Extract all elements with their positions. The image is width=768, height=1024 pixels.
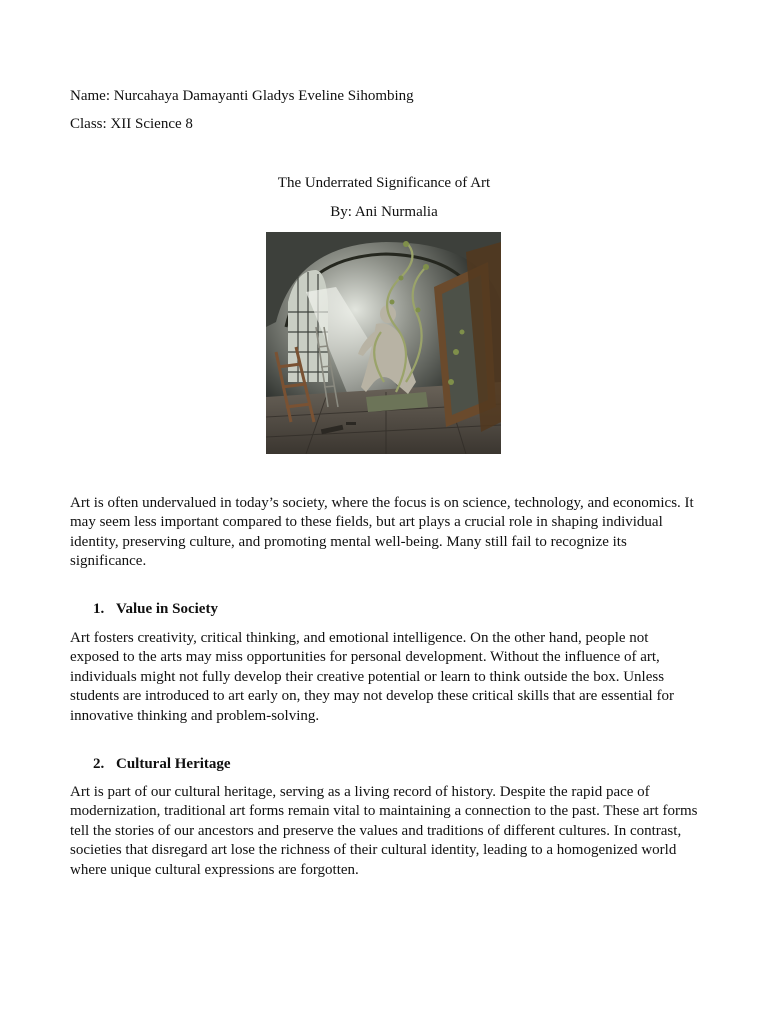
section-title: Value in Society	[116, 601, 218, 617]
article-byline: By: Ani Nurmalia	[330, 204, 438, 220]
section-number: 1.	[93, 601, 105, 617]
student-class: Class: XII Science 8	[70, 116, 193, 132]
section-heading-2	[93, 755, 231, 774]
section-body-1: Art fosters creativity, critical thinking, and emotional intelligence. On the other hand, people not exposed to the arts may miss opportunities for personal development. Without the influence of art, individuals might not fully develop their creative potential or learn to think outside the box. Unless students are introduced to art early on, they may not develop these critical skills that are essential for innovative thinking and problem-solving.	[70, 630, 674, 724]
section-title: Cultural Heritage	[116, 756, 231, 772]
intro-paragraph: Art is often undervalued in today’s society, where the focus is on science, technology, and economics. It may seem less important compared to these fields, but art plays a crucial role in shaping individual identity, preserving culture, and promoting mental well-being. Many still fail to recognize its significance.	[70, 495, 694, 570]
article-title: The Underrated Significance of Art	[277, 175, 491, 191]
article-illustration	[266, 232, 501, 454]
student-name: Name: Nurcahaya Damayanti Gladys Eveline Sihombing	[70, 88, 414, 104]
section-body-2: Art is part of our cultural heritage, serving as a living record of history. Despite the rapid pace of modernization, traditional art forms remain vital to maintaining a connection to the past. These art forms tell the stories of our ancestors and preserve the values and traditions of different cultures. In contrast, societies that disregard art lose the richness of their cultural identity, leading to a homogenized world where unique cultural expressions are forgotten.	[70, 784, 698, 878]
section-heading-1	[93, 600, 218, 619]
section-number: 2.	[93, 756, 105, 772]
abandoned-studio-sculpture-image	[266, 232, 501, 454]
